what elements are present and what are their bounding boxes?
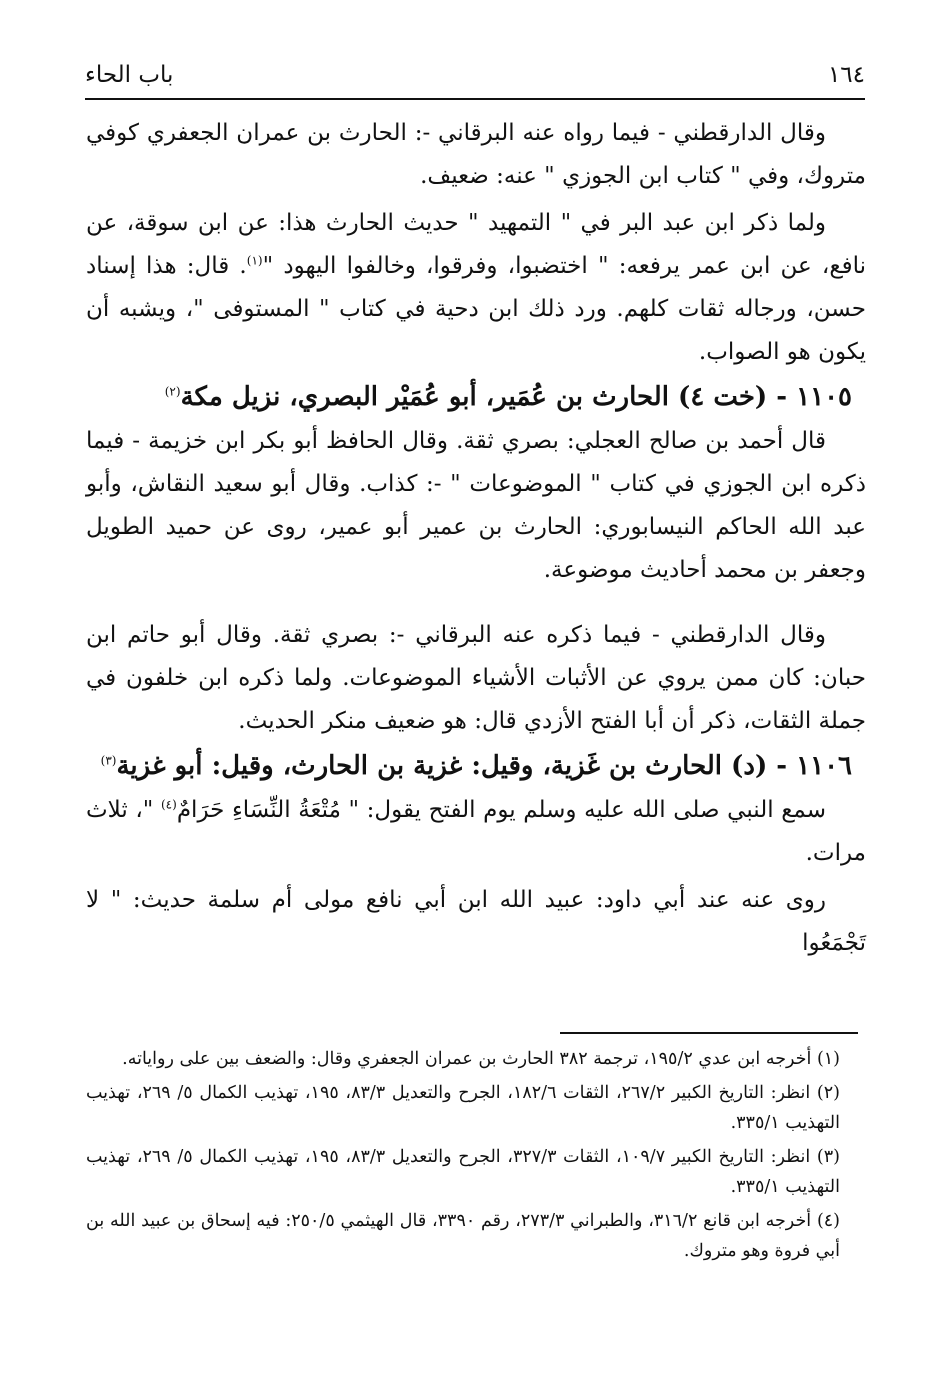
paragraph: ولما ذكر ابن عبد البر في " التمهيد " حديث الحارث هذا: عن ابن سوقة، عن نافع، عن ابن عمر يرفعه: " اختضبوا، وفرقوا، وخالفوا اليهود "$^{(١)}$. قال: هذا إسناد حسن، ورجاله ثقات كلهم. ورد ذلك ابن دحية في كتاب " المستوفى "، ويشبه أن يكون هو الصواب. — [86, 210, 866, 365]
paragraph: سمع النبي صلى الله عليه وسلم يوم الفتح يقول: " مُتْعَةُ النِّسَاءِ حَرَامٌ$^{(٤)}$ "، ثلاث مرات. — [86, 797, 866, 866]
footnote-divider — [560, 1032, 858, 1034]
footnote-number: (١) — [816, 1049, 840, 1069]
footnote-text: أخرجه ابن عدي ١٩٥/٢، ترجمة ٣٨٢ الحارث بن عمران الجعفري وقال: والضعف بين على رواياته. — [122, 1049, 812, 1069]
paragraph: وقال الدارقطني - فيما رواه عنه البرقاني -: الحارث بن عمران الجعفري كوفي متروك، وفي " كتاب ابن الجوزي " عنه: ضعيف. — [86, 120, 866, 189]
footnote — [86, 1044, 866, 1074]
footnote-number: (٢) — [816, 1083, 840, 1103]
footnote — [86, 1078, 866, 1138]
footnote-number: (٤) — [816, 1211, 840, 1231]
footnote-text: انظر: التاريخ الكبير ٢٦٧/٢، الثقات ١٨٢/٦، الجرح والتعديل ٨٣/٣، ١٩٥، تهذيب الكمال ٥/ ٢٦٩، تهذيب التهذيب ٣٣٥/١. — [86, 1083, 840, 1133]
footnote-reference[interactable]: (٢) — [164, 384, 181, 399]
paragraph: قال أحمد بن صالح العجلي: بصري ثقة. وقال الحافظ أبو بكر ابن خزيمة - فيما ذكره ابن الجوزي في كتاب " الموضوعات " -: كذاب. وقال أبو سعيد النقاش، وأبو عبد الله الحاكم النيسابوري: الحارث بن عمير أبو عمير، روى عن حميد الطويل وجعفر بن محمد أحاديث موضوعة. — [86, 428, 866, 583]
paragraph: وقال الدارقطني - فيما ذكره عنه البرقاني -: بصري ثقة. وقال أبو حاتم ابن حبان: كان ممن يروي عن الأثبات الأشياء الموضوعات. ولما ذكره ابن خلفون في جملة الثقات، ذكر أن أبا الفتح الأزدي قال: هو ضعيف منكر الحديث. — [86, 622, 866, 734]
main-text — [86, 112, 866, 965]
chapter-title: باب الحاء — [85, 62, 174, 88]
entry-heading-1106: ١١٠٦ - (د) الحارث بن غَزية، وقيل: غزية بن الحارث، وقيل: أبو غزية$^{(٣)}$ — [100, 751, 852, 781]
entry-heading-1105: ١١٠٥ - (خت ٤) الحارث بن عُمَير، أبو عُمَيْر البصري، نزيل مكة$^{(٢)}$ — [164, 382, 852, 412]
running-header — [85, 58, 865, 100]
page-number: ١٦٤ — [827, 62, 865, 88]
footnote-reference[interactable]: (٤) — [160, 797, 177, 812]
paragraph: روى عنه عند أبي داود: عبيد الله ابن أبي نافع مولى أم سلمة حديث: " لا تَجْمَعُوا — [86, 887, 866, 956]
footnote-number: (٣) — [816, 1147, 840, 1167]
footnote-reference[interactable]: (٣) — [100, 753, 117, 768]
footnote-text: أخرجه ابن قانع ٣١٦/٢، والطبراني ٢٧٣/٣، رقم ٣٣٩٠، قال الهيثمي ٢٥٠/٥: فيه إسحاق بن عبيد الله بن أبي فروة وهو متروك. — [86, 1211, 840, 1261]
footnote — [86, 1206, 866, 1266]
footnote — [86, 1142, 866, 1202]
footnotes — [86, 1044, 866, 1270]
footnote-text: انظر: التاريخ الكبير ١٠٩/٧، الثقات ٣٢٧/٣، الجرح والتعديل ٨٣/٣، ١٩٥، تهذيب الكمال ٥/ ٢٦٩، تهذيب التهذيب ٣٣٥/١. — [86, 1147, 840, 1197]
footnote-reference[interactable]: (١) — [246, 253, 263, 268]
